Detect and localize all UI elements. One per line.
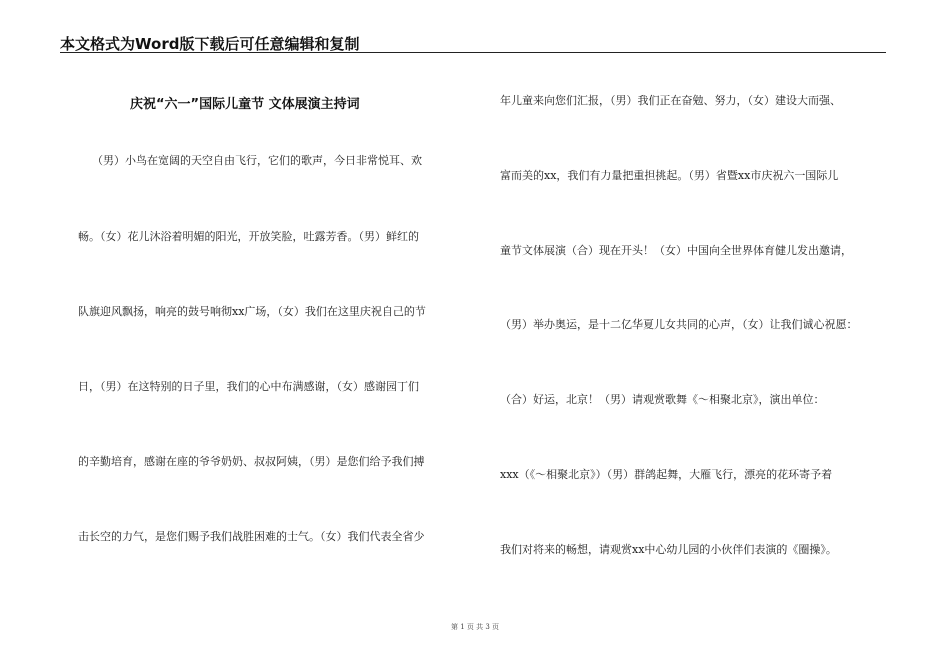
document-header-title: 本文格式为Word版下载后可任意编辑和复制 bbox=[60, 35, 360, 53]
right-column-line: 富而美的xx，我们有力量把重担挑起。（男）省暨xx市庆祝六一国际儿 bbox=[500, 169, 839, 182]
right-column-line: 年儿童来向您们汇报，（男）我们正在奋勉、努力，（女）建设大而强、 bbox=[500, 94, 841, 107]
left-column-line: （男）小鸟在宽阔的天空自由飞行，它们的歌声，今日非常悦耳、欢 bbox=[92, 154, 422, 167]
document-title: 庆祝“六一”国际儿童节 文体展演主持词 bbox=[130, 97, 360, 112]
right-column-line: （合）好运，北京！（男）请观赏歌舞《～相聚北京》，演出单位： bbox=[500, 393, 825, 406]
left-column-line: 队旗迎风飘扬，响亮的鼓号响彻xx广场，（女）我们在这里庆祝自己的节 bbox=[78, 305, 426, 318]
right-column-line: xxx（《～相聚北京》）（男）群鸽起舞，大雁飞行，漂亮的花环寄予着 bbox=[500, 468, 833, 481]
left-column-line: 畅。（女）花儿沐浴着明媚的阳光，开放笑脸，吐露芳香。（男）鲜红的 bbox=[78, 230, 419, 243]
right-column-line: 我们对将来的畅想，请观赏xx中心幼儿园的小伙伴们表演的《圈操》。 bbox=[500, 543, 837, 556]
right-column-line: （男）举办奥运，是十二亿华夏儿女共同的心声，（女）让我们诚心祝愿： bbox=[500, 318, 858, 331]
left-column-line: 击长空的力气，是您们赐予我们战胜困难的士气。（女）我们代表全省少 bbox=[78, 530, 425, 543]
header-divider bbox=[60, 52, 886, 53]
left-column-line: 的辛勤培育，感谢在座的爷爷奶奶、叔叔阿姨，（男）是您们给予我们搏 bbox=[78, 455, 425, 468]
page-number-footer: 第 1 页 共 3 页 bbox=[450, 623, 500, 631]
right-column-line: 童节文体展演（合）现在开头！（女）中国向全世界体育健儿发出邀请， bbox=[500, 244, 852, 257]
left-column-line: 日，（男）在这特别的日子里，我们的心中布满感谢，（女）感谢园丁们 bbox=[78, 380, 419, 393]
